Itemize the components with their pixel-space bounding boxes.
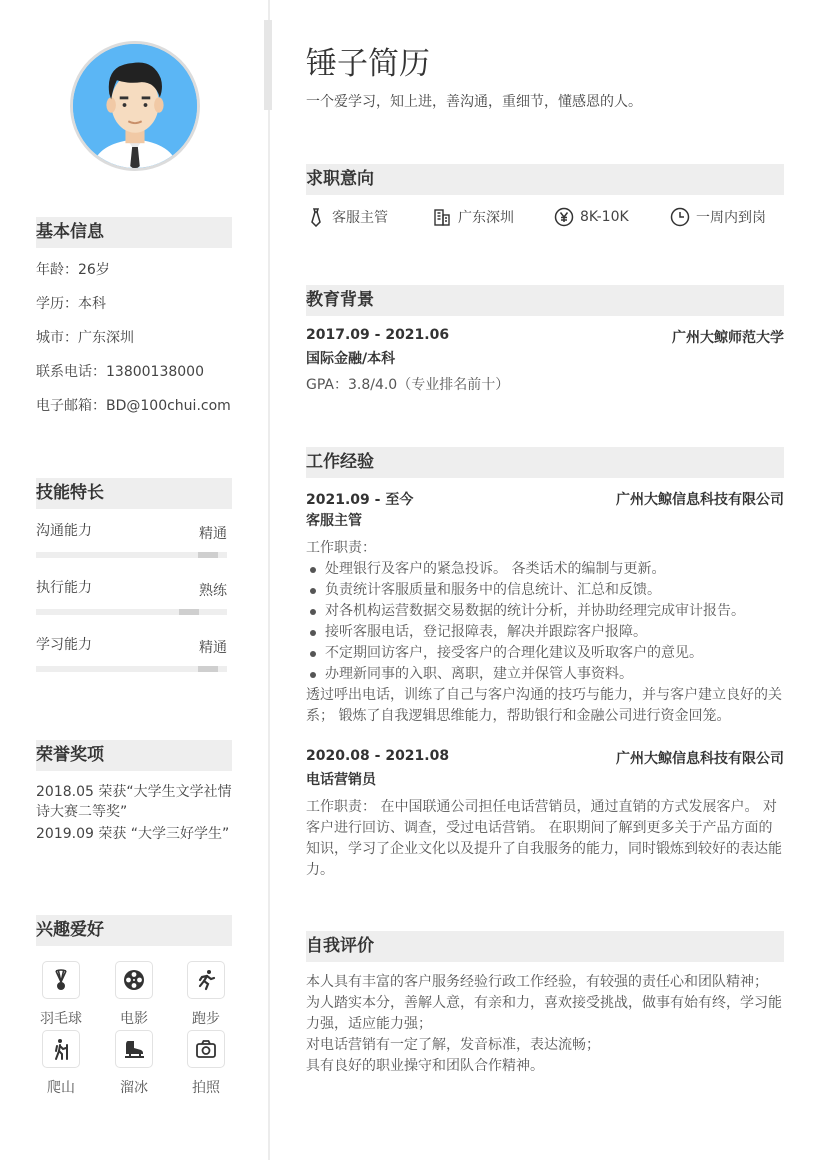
job-position: 电话营销员 [306,772,376,788]
skill-level: 熟练 [199,583,227,599]
skill-bar [36,666,227,672]
intent-location-label: 广东深圳 [458,210,514,226]
age-text: 年龄：26岁 [36,262,110,278]
honors-title: 荣誉奖项 [36,740,232,771]
skill-level: 精通 [199,640,227,656]
education-level-text: 学历：本科 [36,296,106,312]
intent-position-label: 客服主管 [332,210,388,226]
job-company: 广州大鲸信息科技有限公司 [616,492,784,508]
skill-name: 执行能力 [36,580,92,596]
hobby-label: 拍照 [192,1080,220,1096]
hobby-item [31,1030,91,1097]
hobby-item [176,1030,236,1097]
hobby-label: 电影 [120,1011,148,1027]
intent-availability-label: 一周内到岗 [696,210,766,226]
skill-bar [36,609,227,615]
honor-item: 2018.05 荣获“大学生文学社情诗大赛二等奖” [36,784,232,820]
motto: 一个爱学习，知上进，善沟通，重细节，懂感恩的人。 [306,94,642,110]
camera-icon [187,1030,225,1068]
job-description: 工作职责： 在中国联通公司担任电话营销员，通过直销的方式发展客户。 对客户进行回访、调查，受过电话营销。 在职期间了解到更多关于产品方面的知识，学习了企业文化以及提升了自我服务的能力，同时锻炼到较好的表达能力。 [306,799,782,878]
clock-icon [670,207,690,227]
hobby-label: 羽毛球 [40,1011,82,1027]
job-summary: 透过呼出电话，训练了自己与客户沟通的技巧与能力，并与客户建立良好的关系； 锻炼了自我逻辑思维能力，帮助银行和金融公司进行资金回笼。 [306,687,782,724]
yen-icon [554,207,574,227]
self-eval-line: 对电话营销有一定了解，发音标准，表达流畅； [306,1037,600,1053]
work-title: 工作经验 [306,447,784,478]
skill-item [36,634,227,674]
education-title: 教育背景 [306,285,784,316]
list-item: 负责统计客服质量和服务中的信息统计、汇总和反馈。 [306,580,786,601]
education-school: 广州大鲸师范大学 [672,330,784,346]
intent-availability [670,207,766,227]
self-eval-title: 自我评价 [306,931,784,962]
sidebar [0,0,268,1160]
skill-bar-marker [198,552,218,558]
basic-info-title: 基本信息 [36,217,232,248]
self-eval-line: 具有良好的职业操守和团队合作精神。 [306,1058,544,1074]
skate-icon [115,1030,153,1068]
skill-level: 精通 [199,526,227,542]
education-period: 2017.09 - 2021.06 [306,327,450,343]
email-text: 电子邮箱：BD@100chui.com [36,398,231,414]
list-item: 处理银行及客户的紧急投诉。 各类话术的编制与更新。 [306,559,786,580]
hobby-item [31,961,91,1028]
building-icon [432,207,452,227]
hobbies-title: 兴趣爱好 [36,915,232,946]
running-icon [187,961,225,999]
skill-bar [36,552,227,558]
self-eval-text [306,972,786,1077]
honor-item: 2019.09 荣获 “大学三好学生” [36,826,230,842]
job-company: 广州大鲸信息科技有限公司 [616,751,784,767]
skill-item [36,520,227,560]
list-item: 接听客服电话，登记报障表，解决并跟踪客户报障。 [306,622,786,643]
job-detail [306,538,786,727]
intent-salary [554,207,629,227]
list-item: 办理新同事的入职、离职，建立并保管人事资料。 [306,664,786,685]
job-position: 客服主管 [306,513,362,529]
job-intent-title: 求职意向 [306,164,784,195]
skills-title: 技能特长 [36,478,232,509]
skill-name: 学习能力 [36,637,92,653]
hiking-icon [42,1030,80,1068]
column-divider [268,0,270,1160]
tie-icon [306,207,326,227]
skill-bar-marker [179,609,199,615]
job-period: 2020.08 - 2021.08 [306,748,450,764]
job-duty-label: 工作职责： [306,540,376,556]
resume-title: 锤子简历 [306,46,430,82]
hobby-label: 跑步 [192,1011,220,1027]
list-item: 对各机构运营数据交易数据的统计分析，并协助经理完成审计报告。 [306,601,786,622]
education-major: 国际金融/本科 [306,351,396,367]
city-text: 城市：广东深圳 [36,330,134,346]
hobby-item [104,1030,164,1097]
job-period: 2021.09 - 至今 [306,492,414,508]
skill-item [36,577,227,617]
job-duty-list [306,559,786,685]
intent-location [432,207,514,227]
avatar-illustration [73,44,197,168]
avatar [70,41,200,171]
hobby-label: 爬山 [47,1080,75,1096]
self-eval-line: 为人踏实本分，善解人意，有亲和力，喜欢接受挑战，做事有始有终，学习能力强，适应能力强； [306,995,782,1032]
phone-text: 联系电话：13800138000 [36,364,204,380]
hobby-label: 溜冰 [120,1080,148,1096]
divider-accent [264,20,272,110]
skill-name: 沟通能力 [36,523,92,539]
film-reel-icon [115,961,153,999]
intent-salary-label: 8K-10K [580,209,629,225]
intent-position [306,207,388,227]
hobby-item [104,961,164,1028]
hobby-item [176,961,236,1028]
list-item: 不定期回访客户，接受客户的合理化建议及听取客户的意见。 [306,643,786,664]
self-eval-line: 本人具有丰富的客户服务经验行政工作经验，有较强的责任心和团队精神； [306,974,768,990]
education-gpa: GPA：3.8/4.0（专业排名前十） [306,377,510,393]
badminton-icon [42,961,80,999]
skill-bar-marker [198,666,218,672]
